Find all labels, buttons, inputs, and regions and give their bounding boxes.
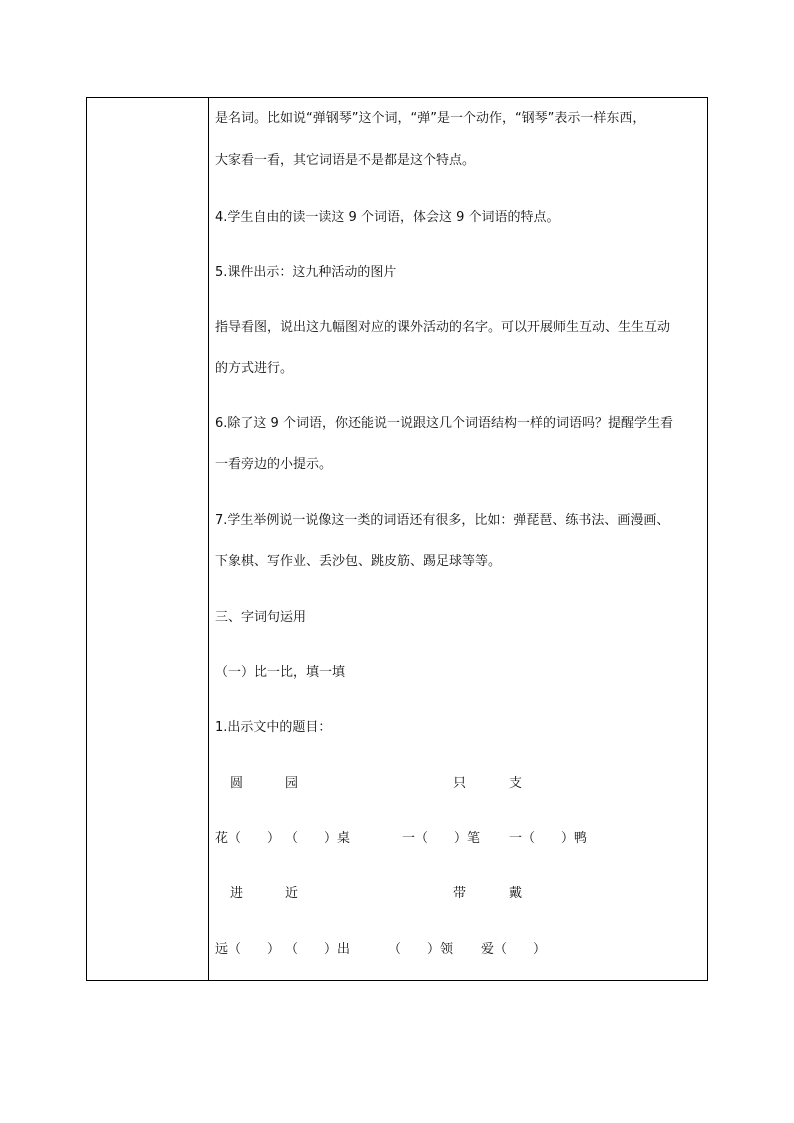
text-line-2: 大家看一看，其它词语是不是都是这个特点。 bbox=[215, 153, 476, 168]
text-line-9: 7.学生举例说一说像这一类的词语还有很多，比如：弹琵琶、练书法、画漫画、 bbox=[215, 513, 670, 528]
exercise-blank-chu: （ ）出 bbox=[285, 942, 351, 957]
exercise-intro: 1.出示文中的题目： bbox=[215, 720, 332, 735]
exercise-char-jin-near: 近 bbox=[285, 886, 299, 901]
subsection-heading: （一）比一比，填一填 bbox=[215, 665, 346, 680]
exercise-blank-yuan: 远（ ） bbox=[215, 942, 281, 957]
text-line-4: 5.课件出示：这九种活动的图片 bbox=[215, 265, 397, 280]
exercise-blank-ai: 爱（ ） bbox=[481, 942, 547, 957]
exercise-blank-ya: 一（ ）鸭 bbox=[509, 831, 588, 846]
text-line-10: 下象棋、写作业、丢沙包、跳皮筋、踢足球等等。 bbox=[215, 554, 502, 569]
exercise-blank-hua: 花（ ） bbox=[215, 831, 281, 846]
exercise-char-jin-enter: 进 bbox=[230, 886, 244, 901]
text-line-5: 指导看图，说出这九幅图对应的课外活动的名字。可以开展师生互动、生生互动 bbox=[215, 320, 671, 335]
exercise-char-zhi-stick: 支 bbox=[509, 776, 523, 791]
text-line-6: 的方式进行。 bbox=[215, 361, 294, 376]
exercise-char-yuan-garden: 园 bbox=[285, 776, 299, 791]
text-line-3: 4.学生自由的读一读这 9 个词语，体会这 9 个词语的特点。 bbox=[215, 210, 560, 225]
exercise-blank-ling: （ ）领 bbox=[388, 942, 454, 957]
exercise-blank-zhuo: （ ）桌 bbox=[285, 831, 351, 846]
exercise-blank-bi: 一（ ）笔 bbox=[402, 831, 481, 846]
text-line-7: 6.除了这 9 个词语，你还能说一说跟这几个词语结构一样的词语吗？提醒学生看 bbox=[215, 416, 673, 431]
text-line-1: 是名词。比如说“弹钢琴”这个词，“弹”是一个动作，“钢琴”表示一样东西， bbox=[215, 111, 646, 126]
text-line-8: 一看旁边的小提示。 bbox=[215, 457, 333, 472]
exercise-char-dai-wear: 戴 bbox=[509, 886, 523, 901]
exercise-char-yuan-circle: 圆 bbox=[230, 776, 244, 791]
exercise-char-dai-carry: 带 bbox=[453, 886, 467, 901]
exercise-char-zhi-measure: 只 bbox=[453, 776, 467, 791]
section-heading: 三、字词句运用 bbox=[215, 610, 307, 625]
